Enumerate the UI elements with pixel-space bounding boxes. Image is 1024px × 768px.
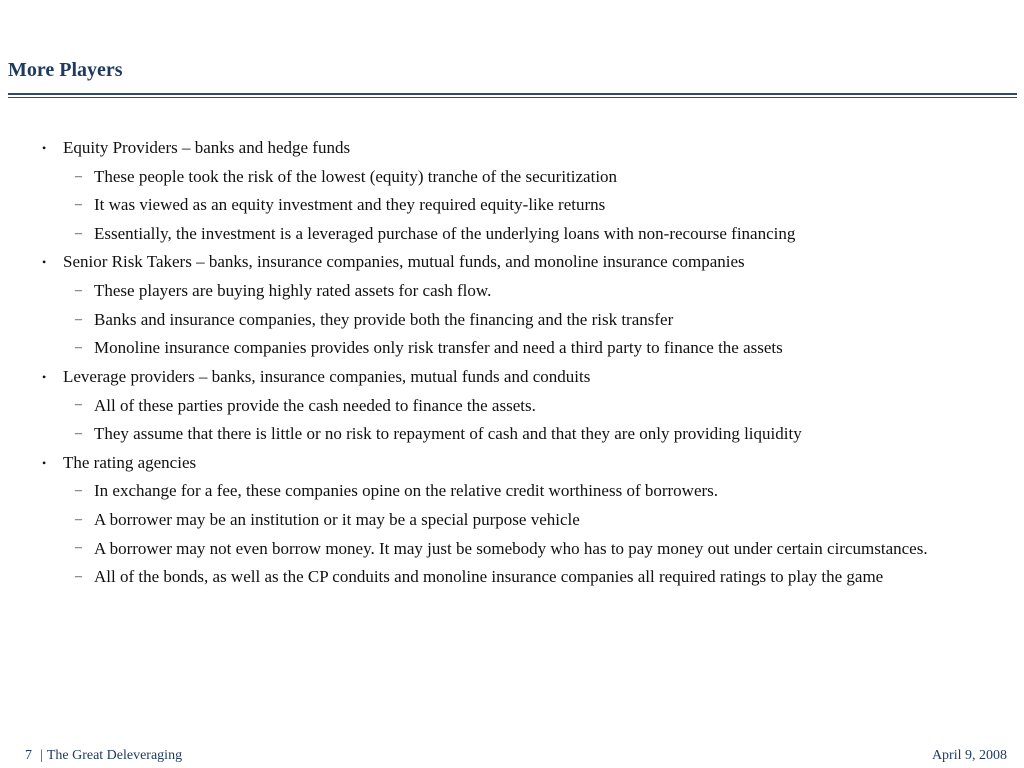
footer-left (25, 747, 182, 765)
sub-item (0, 506, 984, 535)
bullet-leverage-providers (0, 363, 983, 449)
bullet-rating-agencies (0, 449, 983, 592)
sub-item (0, 563, 984, 592)
sub-item-text: These players are buying highly rated assets for cash flow. (94, 281, 492, 301)
dash-icon: – (75, 540, 82, 556)
sub-item-text: All of the bonds, as well as the CP conduits and monoline insurance companies all required ratings to play the game (94, 567, 884, 587)
sub-item-text: A borrower may not even borrow money. It may just be somebody who has to pay money out under certain circumstances. (94, 538, 928, 558)
sub-item (0, 420, 984, 449)
page-number: 7 (25, 748, 32, 763)
dash-icon: – (75, 340, 82, 356)
dash-icon: – (75, 483, 82, 499)
sub-item (0, 163, 984, 192)
footer-separator: | (40, 748, 43, 763)
dash-icon: – (75, 197, 82, 213)
bullet-text: Senior Risk Takers – banks, insurance companies, mutual funds, and monoline insurance companies (63, 252, 745, 272)
sub-item-text: All of these parties provide the cash needed to finance the assets. (94, 395, 536, 415)
dash-icon: – (75, 511, 82, 527)
sub-list (63, 163, 983, 249)
sub-list (63, 391, 983, 448)
title-divider-thin (8, 97, 1017, 98)
sub-item (0, 277, 984, 306)
dash-icon: – (75, 311, 82, 327)
bullet-icon: • (42, 369, 47, 384)
sub-item-text: These people took the risk of the lowest (equity) tranche of the securitization (94, 166, 618, 186)
sub-list (63, 277, 983, 363)
footer-date: April 9, 2008 (931, 748, 1007, 763)
sub-list (63, 477, 983, 591)
sub-item (0, 306, 984, 335)
sub-item-text: A borrower may be an institution or it may be a special purpose vehicle (94, 510, 580, 530)
bullet-senior-risk-takers (0, 248, 983, 362)
bullet-equity-providers (0, 134, 983, 248)
bullet-list (0, 134, 1024, 592)
sub-item-text: It was viewed as an equity investment and they required equity-like returns (94, 195, 606, 215)
dash-icon: – (75, 425, 82, 441)
dash-icon: – (75, 568, 82, 584)
dash-icon: – (75, 168, 82, 184)
sub-item (0, 391, 984, 420)
deck-title: The Great Deleveraging (46, 748, 183, 763)
dash-icon: – (75, 225, 82, 241)
bullet-icon: • (42, 255, 47, 270)
bullet-icon: • (42, 141, 47, 155)
sub-item-text: They assume that there is little or no risk to repayment of cash and that they are only providing liquidity (94, 424, 802, 444)
sub-item (0, 220, 984, 249)
title-divider (8, 93, 1017, 95)
sub-item (0, 334, 984, 363)
sub-item (0, 534, 984, 563)
bullet-text: The rating agencies (63, 452, 197, 472)
bullet-text: Leverage providers – banks, insurance companies, mutual funds and conduits (63, 366, 591, 386)
sub-item (0, 477, 984, 506)
sub-item (0, 191, 984, 220)
slide-title: More Players (8, 59, 123, 81)
bullet-icon: • (42, 455, 47, 470)
sub-item-text: Banks and insurance companies, they provide both the financing and the risk transfer (94, 309, 674, 329)
sub-item-text: In exchange for a fee, these companies opine on the relative credit worthiness of borrowers. (94, 481, 719, 501)
dash-icon: – (75, 397, 82, 413)
sub-item-text: Monoline insurance companies provides only risk transfer and need a third party to finance the assets (94, 338, 783, 358)
sub-item-text: Essentially, the investment is a leveraged purchase of the underlying loans with non-recourse financing (94, 224, 796, 244)
dash-icon: – (75, 282, 82, 298)
bullet-text: Equity Providers – banks and hedge funds (63, 138, 351, 157)
